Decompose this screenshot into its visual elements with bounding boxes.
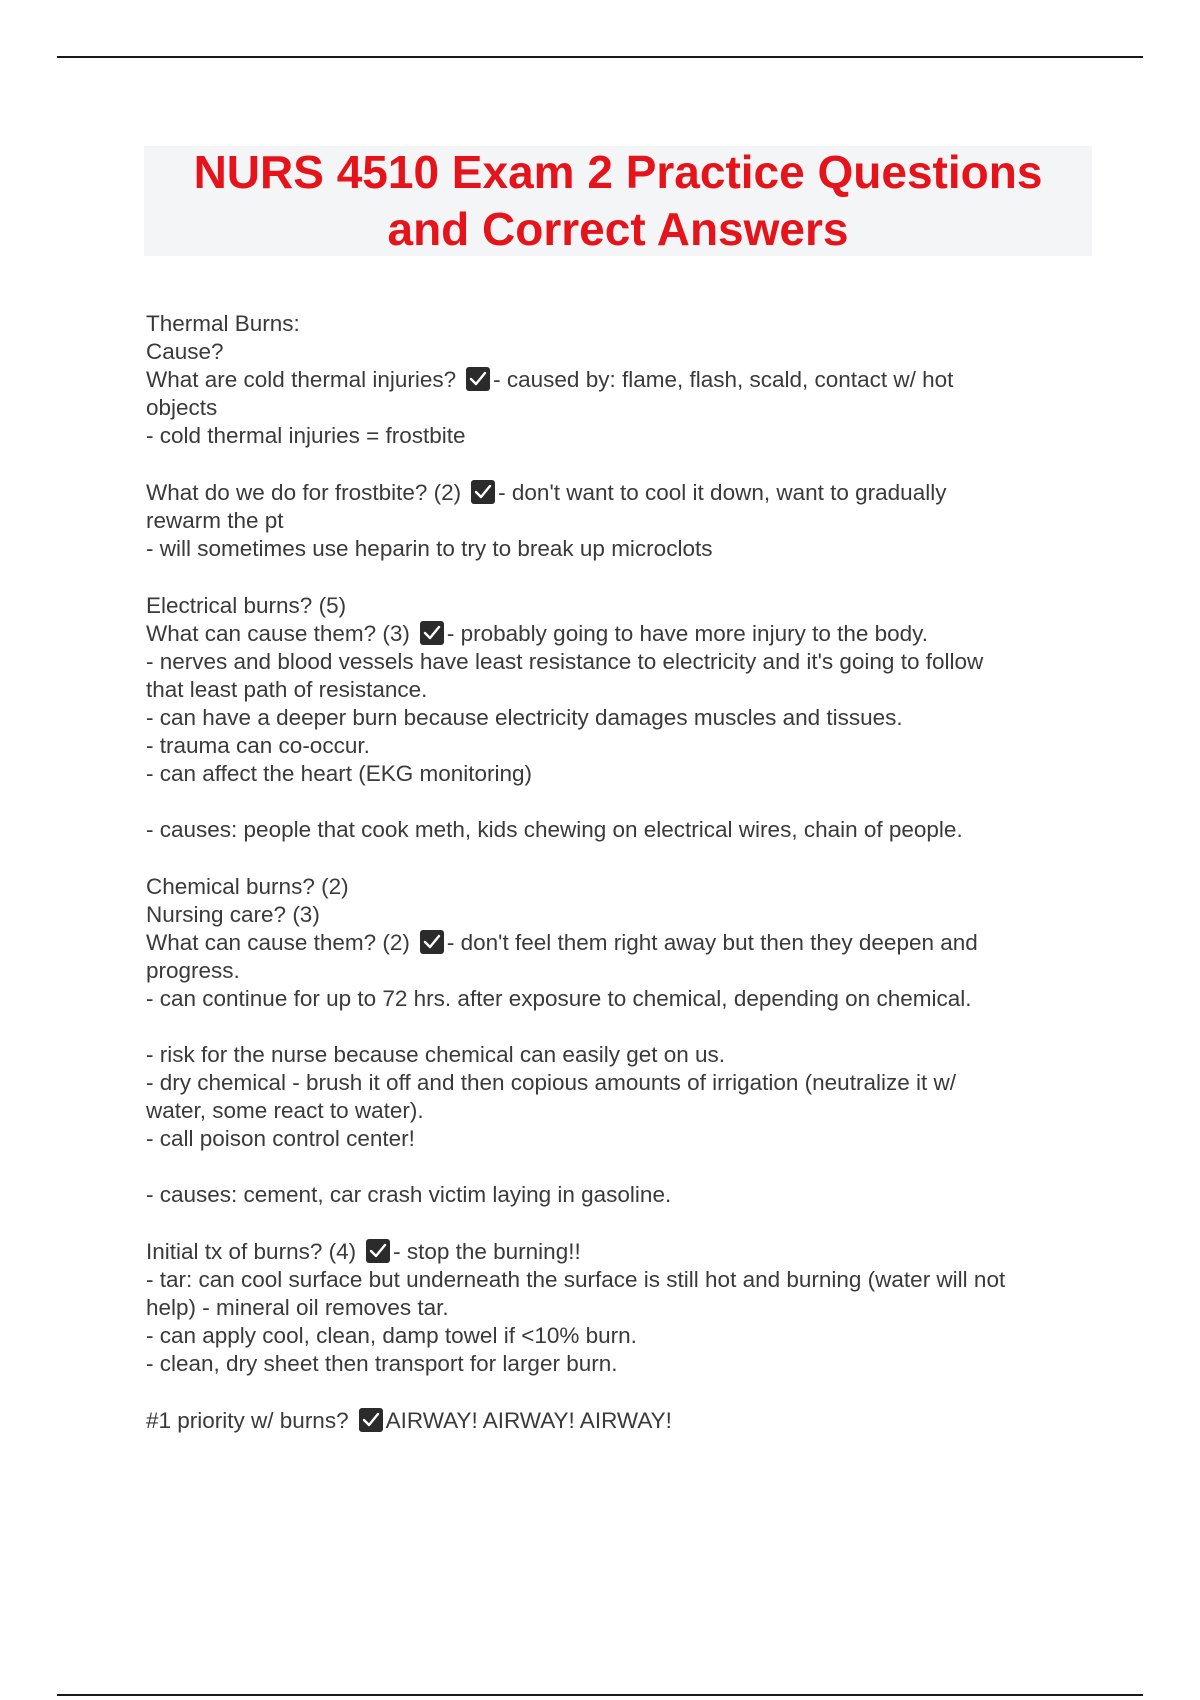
blank-line	[146, 1153, 1086, 1181]
answer-text: rewarm the pt	[146, 508, 284, 533]
flashcard	[146, 479, 1086, 563]
question-text: What can cause them? (2)	[146, 930, 410, 955]
question-text: Cause?	[146, 339, 224, 364]
answer-text: - nerves and blood vessels have least resistance to electricity and it's going to follow	[146, 649, 984, 674]
question-answer-line	[146, 1238, 1086, 1266]
question-text: What can cause them? (3)	[146, 621, 410, 646]
check-box-icon	[420, 930, 444, 954]
flashcard	[146, 873, 1086, 1209]
document-title	[194, 144, 1043, 258]
answer-text: help) - mineral oil removes tar.	[146, 1295, 449, 1320]
answer-text: - probably going to have more injury to the body.	[446, 621, 928, 646]
answer-text: - clean, dry sheet then transport for larger burn.	[146, 1351, 618, 1376]
answer-text: objects	[146, 395, 218, 420]
check-box-icon	[359, 1408, 383, 1432]
title-line-2: and Correct Answers	[387, 203, 849, 255]
answer-text: AIRWAY! AIRWAY! AIRWAY!	[385, 1408, 672, 1433]
question-answer-line	[146, 620, 1086, 648]
answer-text: water, some react to water).	[146, 1098, 424, 1123]
answer-text: - causes: people that cook meth, kids chewing on electrical wires, chain of people.	[146, 817, 963, 842]
check-box-icon	[466, 367, 490, 391]
flashcard	[146, 1407, 1086, 1435]
answer-text: - can affect the heart (EKG monitoring)	[146, 761, 533, 786]
answer-text: - can apply cool, clean, damp towel if <10% burn.	[146, 1323, 637, 1348]
title-line-1: NURS 4510 Exam 2 Practice Questions	[193, 146, 1043, 198]
title-banner	[144, 146, 1092, 256]
question-text: What are cold thermal injuries?	[146, 367, 457, 392]
blank-line	[146, 1013, 1086, 1041]
answer-text: - cold thermal injuries = frostbite	[146, 423, 466, 448]
question-answer-line	[146, 929, 1086, 957]
bottom-rule	[57, 1694, 1143, 1696]
question-text: Initial tx of burns? (4)	[146, 1239, 357, 1264]
check-box-icon	[420, 621, 444, 645]
check-box-icon	[366, 1239, 390, 1263]
answer-text: progress.	[146, 958, 240, 983]
flashcard	[146, 592, 1086, 844]
question-answer-line	[146, 1407, 1086, 1435]
question-answer-line	[146, 366, 1086, 394]
answer-text: - caused by: flame, flash, scald, contact w/ hot	[493, 367, 954, 392]
answer-text: - can have a deeper burn because electricity damages muscles and tissues.	[146, 705, 903, 730]
answer-text: that least path of resistance.	[146, 677, 428, 702]
question-answer-line	[146, 479, 1086, 507]
question-text: #1 priority w/ burns?	[146, 1408, 349, 1433]
question-text: What do we do for frostbite? (2)	[146, 480, 462, 505]
answer-text: - trauma can co-occur.	[146, 733, 370, 758]
answer-text: - can continue for up to 72 hrs. after exposure to chemical, depending on chemical.	[146, 986, 972, 1011]
check-box-icon	[471, 480, 495, 504]
question-text: Nursing care? (3)	[146, 902, 320, 927]
blank-line	[146, 788, 1086, 816]
question-text: Electrical burns? (5)	[146, 593, 347, 618]
question-text: Thermal Burns:	[146, 311, 300, 336]
answer-text: - call poison control center!	[146, 1126, 415, 1151]
answer-text: - stop the burning!!	[393, 1239, 581, 1264]
flashcard	[146, 1238, 1086, 1378]
flashcard	[146, 310, 1086, 450]
top-rule	[57, 56, 1143, 58]
flashcard-list	[146, 310, 1086, 1464]
answer-text: - tar: can cool surface but underneath the surface is still hot and burning (water will not	[146, 1267, 1006, 1292]
question-text: Chemical burns? (2)	[146, 874, 349, 899]
answer-text: - will sometimes use heparin to try to break up microclots	[146, 536, 713, 561]
answer-text: - risk for the nurse because chemical can easily get on us.	[146, 1042, 726, 1067]
answer-text: - don't want to cool it down, want to gradually	[498, 480, 947, 505]
answer-text: - don't feel them right away but then they deepen and	[446, 930, 978, 955]
answer-text: - causes: cement, car crash victim laying in gasoline.	[146, 1182, 672, 1207]
answer-text: - dry chemical - brush it off and then copious amounts of irrigation (neutralize it w/	[146, 1070, 956, 1095]
